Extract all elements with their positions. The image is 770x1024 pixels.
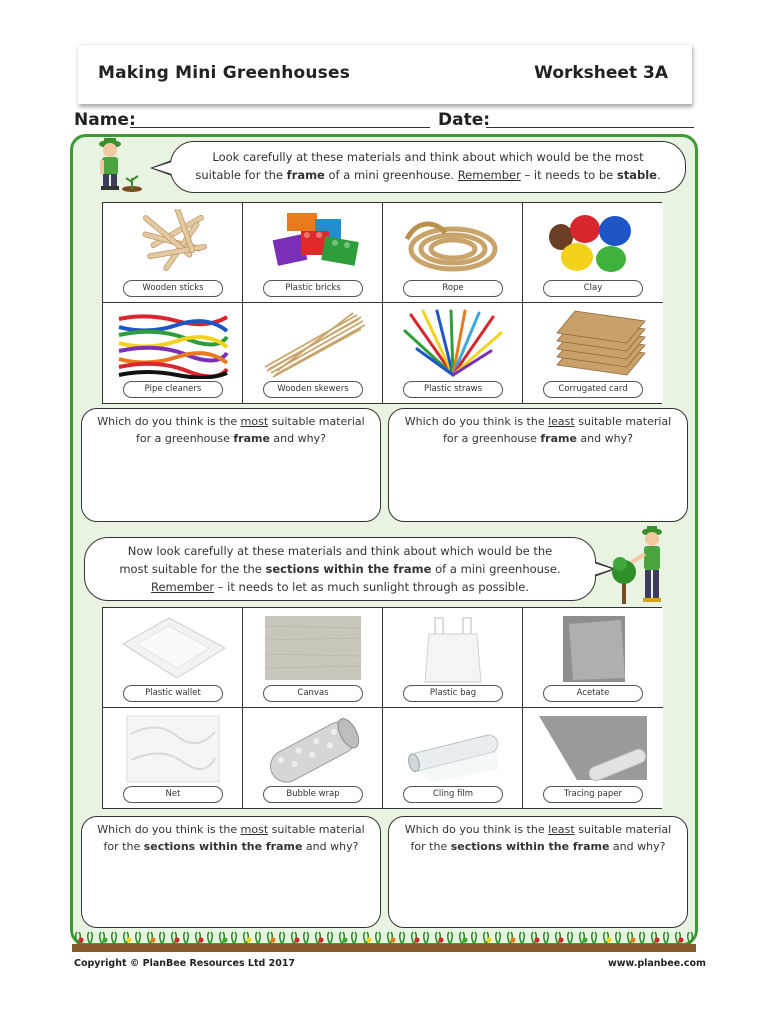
material-label: Plastic bricks (263, 280, 363, 297)
material-label: Bubble wrap (263, 786, 363, 803)
wooden-skewers-image (257, 309, 369, 379)
date-label: Date: (438, 110, 491, 130)
frame-prompt-line-1: Look carefully at these materials and think about which would be the most (212, 150, 644, 164)
gardener-planting-icon (88, 134, 152, 198)
material-label: Canvas (263, 685, 363, 702)
bubble-wrap-image (257, 714, 369, 784)
material-label: Acetate (543, 685, 643, 702)
gardener-pruning-tree-icon (612, 526, 674, 608)
rope-image (397, 209, 509, 279)
material-cell (243, 303, 383, 403)
name-field[interactable] (130, 127, 430, 128)
material-label: Pipe cleaners (123, 381, 223, 398)
material-cell (523, 203, 663, 303)
sections-prompt-bubble (84, 537, 596, 601)
worksheet-number: Worksheet 3A (534, 63, 668, 83)
cling-film-image (397, 714, 509, 784)
material-label: Plastic bag (403, 685, 503, 702)
sections-prompt-line-3: Remember – it needs to let as much sunlight through as possible. (150, 580, 530, 594)
least-suitable-frame-question[interactable]: Which do you think is the least suitable material for a greenhouse frame and why? (388, 408, 688, 522)
material-label: Plastic wallet (123, 685, 223, 702)
website-text: www.planbee.com (608, 958, 706, 969)
most-suitable-sections-question[interactable]: Which do you think is the most suitable material for the sections within the frame and why? (81, 816, 381, 928)
material-label: Plastic straws (403, 381, 503, 398)
sections-materials-grid (102, 607, 662, 809)
material-label: Cling film (403, 786, 503, 803)
material-label: Corrugated card (543, 381, 643, 398)
frame-prompt-line-2: suitable for the frame of a mini greenhouse. Remember – it needs to be stable. (195, 168, 661, 182)
sections-prompt-line-2: most suitable for the the sections within the frame of a mini greenhouse. (119, 562, 561, 576)
corrugated-card-image (537, 309, 649, 379)
material-cell (383, 203, 523, 303)
material-cell (103, 708, 243, 808)
material-cell (243, 203, 383, 303)
net-image (117, 714, 229, 784)
canvas-image (257, 614, 369, 684)
material-label: Clay (543, 280, 643, 297)
tracing-paper-image (537, 714, 649, 784)
material-cell (523, 303, 663, 403)
material-label: Net (123, 786, 223, 803)
material-cell (523, 708, 663, 808)
date-field[interactable] (486, 127, 694, 128)
most-suitable-frame-question[interactable]: Which do you think is the most suitable material for a greenhouse frame and why? (81, 408, 381, 522)
vegetable-border-icon (72, 928, 696, 952)
material-label: Wooden skewers (263, 381, 363, 398)
plastic-bricks-image (257, 209, 369, 279)
worksheet-title: Making Mini Greenhouses (98, 63, 351, 83)
material-cell (103, 203, 243, 303)
sections-prompt-line-1: Now look carefully at these materials and think about which would be the (127, 544, 553, 558)
material-cell (383, 708, 523, 808)
material-cell (103, 608, 243, 708)
clay-image (537, 209, 649, 279)
name-label: Name: (74, 110, 136, 130)
material-label: Wooden sticks (123, 280, 223, 297)
material-cell (103, 303, 243, 403)
material-label: Rope (403, 280, 503, 297)
copyright-text: Copyright © PlanBee Resources Ltd 2017 (74, 958, 296, 969)
plastic-bag-image (397, 614, 509, 684)
pipe-cleaners-image (117, 309, 229, 379)
frame-prompt-bubble (170, 141, 686, 193)
least-suitable-sections-question[interactable]: Which do you think is the least suitable material for the sections within the frame and why? (388, 816, 688, 928)
worksheet-header (78, 44, 692, 104)
material-cell (243, 608, 383, 708)
material-label: Tracing paper (543, 786, 643, 803)
material-cell (383, 303, 523, 403)
material-cell (383, 608, 523, 708)
frame-materials-grid (102, 202, 662, 404)
plastic-wallet-image (117, 614, 229, 684)
material-cell (243, 708, 383, 808)
acetate-image (537, 614, 649, 684)
wooden-sticks-image (117, 209, 229, 279)
plastic-straws-image (397, 309, 509, 379)
material-cell (523, 608, 663, 708)
